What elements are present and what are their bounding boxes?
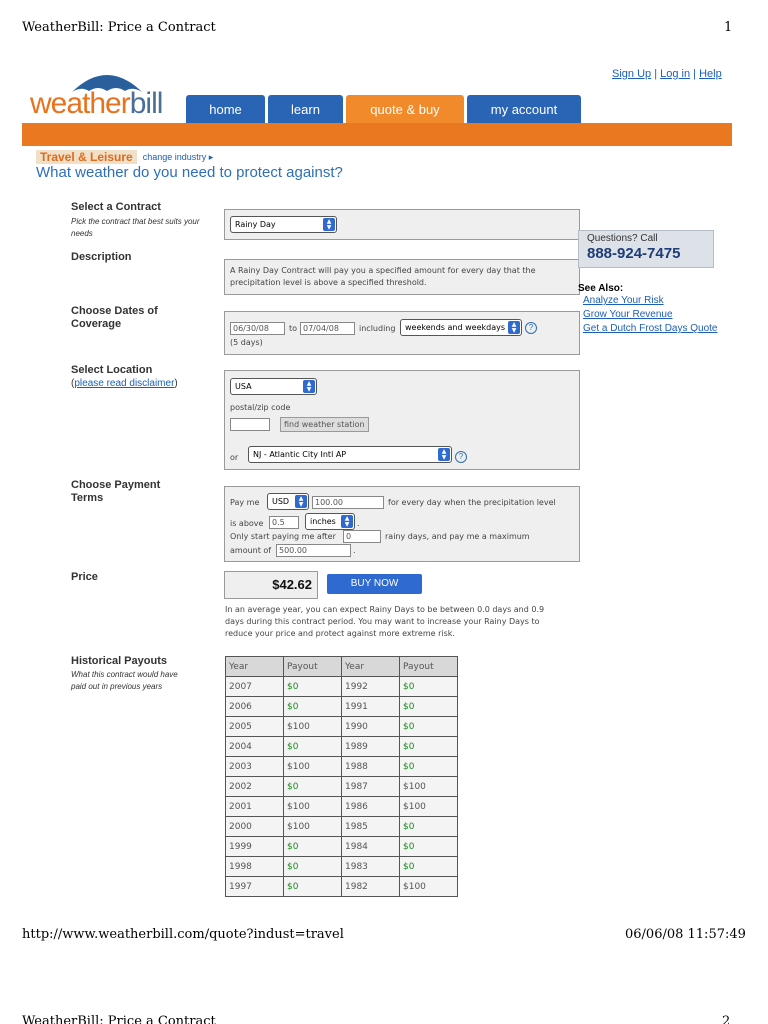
help-link[interactable]: Help: [699, 68, 722, 80]
select-arrows-icon: ▲ ▼: [323, 218, 335, 231]
table-header-row: [226, 657, 458, 677]
payout-cell: $0: [284, 677, 342, 697]
year-cell: 1989: [342, 737, 400, 757]
select-arrows-icon: ▲ ▼: [438, 448, 450, 461]
payout-cell: $0: [400, 837, 458, 857]
payout-cell: $0: [284, 737, 342, 757]
print-page-number: 1: [724, 20, 733, 35]
price-note: In an average year, you can expect Rainy Days to be between 0.0 days and 0.9 days during this contract period. You may want to increase your Rainy Days to reduce your price and protect against more extreme risk.: [225, 605, 545, 638]
tab-home[interactable]: home: [186, 95, 265, 123]
history-sublabel: What this contract would have paid out in previous years: [71, 670, 178, 691]
start-days-input[interactable]: 0: [343, 530, 381, 543]
print-header: WeatherBill: Price a Contract: [22, 20, 216, 35]
print-url: http://www.weatherbill.com/quote?indust=travel: [22, 927, 344, 942]
payout-cell: $100: [284, 757, 342, 777]
tab-learn[interactable]: learn: [268, 95, 343, 123]
column-header: Year: [342, 657, 400, 677]
price-value: $42.62: [272, 577, 312, 592]
print-header-page2: WeatherBill: Price a Contract: [22, 1014, 216, 1024]
location-label: Select Location: [71, 364, 153, 376]
change-industry-link[interactable]: change industry ▸: [142, 151, 214, 162]
contract-select[interactable]: Rainy Day ▲ ▼: [230, 216, 337, 233]
year-cell: 1988: [342, 757, 400, 777]
contract-box: [224, 209, 580, 240]
year-cell: 2002: [226, 777, 284, 797]
contract-label: Select a Contract: [71, 201, 161, 213]
dates-box: [224, 311, 580, 355]
year-cell: 1985: [342, 817, 400, 837]
amount-of-label: amount of: [230, 546, 272, 555]
payout-cell: $100: [284, 717, 342, 737]
is-above-label: is above: [230, 519, 264, 528]
buy-now-button[interactable]: BUY NOW: [327, 574, 422, 594]
or-label: or: [230, 453, 239, 462]
help-icon[interactable]: ?: [525, 322, 537, 334]
grow-revenue-link[interactable]: Grow Your Revenue: [583, 309, 673, 320]
column-header: Year: [226, 657, 284, 677]
threshold-input[interactable]: 0.5: [269, 516, 299, 529]
days-select[interactable]: weekends and weekdays ▲ ▼: [400, 319, 522, 336]
payout-cell: $0: [284, 857, 342, 877]
payout-cell: $0: [400, 817, 458, 837]
questions-callout: [578, 230, 714, 268]
start-after-label: Only start paying me after: [230, 532, 336, 541]
description-text: A Rainy Day Contract will pay you a specified amount for every day that the precipitation level is above a specified threshold.: [230, 266, 536, 287]
year-cell: 1987: [342, 777, 400, 797]
payout-cell: $0: [284, 877, 342, 897]
year-cell: 1991: [342, 697, 400, 717]
payout-cell: $0: [400, 757, 458, 777]
page-title: What weather do you need to protect against?: [36, 164, 343, 181]
payout-table-body: [226, 677, 458, 897]
station-select[interactable]: NJ - Atlantic City Intl AP ▲ ▼: [248, 446, 452, 463]
print-page-number-2: 2: [722, 1014, 731, 1024]
year-cell: 1983: [342, 857, 400, 877]
year-cell: 2004: [226, 737, 284, 757]
postal-input[interactable]: [230, 418, 270, 431]
period-text: .: [353, 546, 356, 555]
currency-select[interactable]: USD ▲ ▼: [267, 493, 309, 510]
logo-text-bill: bill: [129, 87, 163, 120]
payout-cell: $100: [400, 877, 458, 897]
dates-label: Choose Dates of Coverage: [71, 305, 158, 330]
payout-cell: $100: [284, 817, 342, 837]
questions-label: Questions? Call: [587, 233, 658, 244]
year-cell: 2007: [226, 677, 284, 697]
select-arrows-icon: ▲ ▼: [341, 515, 353, 528]
start-date-input[interactable]: 06/30/08: [230, 322, 285, 335]
year-cell: 2000: [226, 817, 284, 837]
payout-cell: $0: [284, 837, 342, 857]
column-header: Payout: [400, 657, 458, 677]
see-also-title: See Also:: [578, 283, 624, 294]
description-box: [224, 259, 580, 295]
tab-quote-buy[interactable]: quote & buy: [346, 95, 464, 123]
year-cell: 2005: [226, 717, 284, 737]
main-nav: [186, 95, 581, 123]
payout-cell: $0: [400, 857, 458, 877]
payout-cell: $100: [284, 797, 342, 817]
year-cell: 1984: [342, 837, 400, 857]
to-label: to: [289, 324, 298, 333]
triangle-right-icon: ▸: [208, 151, 214, 162]
nav-bar: [22, 123, 732, 146]
payment-box: [224, 486, 580, 562]
payout-cell: $0: [400, 737, 458, 757]
select-arrows-icon: ▲ ▼: [295, 495, 307, 508]
max-amount-input[interactable]: 500.00: [276, 544, 351, 557]
country-select[interactable]: USA ▲ ▼: [230, 378, 317, 395]
payment-label: Choose Payment Terms: [71, 479, 161, 504]
find-weather-station-button[interactable]: find weather station: [280, 417, 369, 432]
analyze-risk-link[interactable]: Analyze Your Risk: [583, 295, 664, 306]
link-separator: |: [693, 68, 697, 80]
payout-cell: $0: [284, 697, 342, 717]
location-box: [224, 370, 580, 470]
payout-cell: $100: [400, 797, 458, 817]
pay-me-label: Pay me: [230, 498, 260, 507]
column-header: Payout: [284, 657, 342, 677]
contract-sublabel: Pick the contract that best suits your needs: [71, 217, 200, 238]
disclaimer-link[interactable]: please read disclaimer: [74, 378, 175, 389]
payout-cell: $0: [400, 717, 458, 737]
history-label: Historical Payouts: [71, 655, 167, 667]
payout-cell: $0: [400, 677, 458, 697]
unit-select[interactable]: inches ▲ ▼: [305, 513, 355, 530]
login-link[interactable]: Log in: [660, 68, 691, 80]
payout-cell: $0: [400, 697, 458, 717]
year-cell: 1998: [226, 857, 284, 877]
max-text: rainy days, and pay me a maximum: [385, 532, 530, 541]
year-cell: 1999: [226, 837, 284, 857]
tab-my-account[interactable]: my account: [467, 95, 581, 123]
link-separator: |: [654, 68, 658, 80]
including-label: including: [359, 324, 396, 333]
phone-number: 888-924-7475: [587, 245, 681, 262]
table-row: [226, 697, 458, 717]
duration-text: (5 days): [230, 338, 263, 347]
breadcrumb: [36, 150, 213, 164]
amount-input[interactable]: 100.00: [312, 496, 384, 509]
year-cell: 2006: [226, 697, 284, 717]
price-label: Price: [71, 571, 98, 583]
payout-table: [225, 656, 458, 897]
table-row: [226, 877, 458, 897]
table-row: [226, 677, 458, 697]
table-row: [226, 837, 458, 857]
print-datetime: 06/06/08 11:57:49: [625, 927, 746, 942]
year-cell: 1982: [342, 877, 400, 897]
year-cell: 1992: [342, 677, 400, 697]
select-arrows-icon: ▲ ▼: [303, 380, 315, 393]
end-date-input[interactable]: 07/04/08: [300, 322, 355, 335]
select-arrows-icon: ▲ ▼: [508, 321, 520, 334]
period-text: .: [357, 519, 360, 528]
logo-text-weather: weather: [30, 87, 130, 120]
weatherbill-logo[interactable]: [30, 62, 190, 122]
dutch-frost-link[interactable]: Get a Dutch Frost Days Quote: [583, 323, 718, 334]
postal-label: postal/zip code: [230, 403, 291, 412]
table-row: [226, 797, 458, 817]
industry-label: Travel & Leisure: [36, 150, 137, 164]
year-cell: 2001: [226, 797, 284, 817]
price-box: [224, 571, 318, 599]
description-label: Description: [71, 251, 132, 263]
year-cell: 1997: [226, 877, 284, 897]
table-row: [226, 857, 458, 877]
payout-cell: $100: [400, 777, 458, 797]
per-day-text: for every day when the precipitation level: [388, 498, 556, 507]
table-row: [226, 717, 458, 737]
signup-link[interactable]: Sign Up: [612, 68, 652, 80]
table-row: [226, 817, 458, 837]
year-cell: 2003: [226, 757, 284, 777]
table-row: [226, 757, 458, 777]
help-icon[interactable]: ?: [455, 451, 467, 463]
year-cell: 1986: [342, 797, 400, 817]
table-row: [226, 777, 458, 797]
disclaimer: (please read disclaimer): [71, 378, 178, 389]
account-links: [612, 68, 722, 80]
payout-cell: $0: [284, 777, 342, 797]
see-also: [578, 283, 718, 336]
year-cell: 1990: [342, 717, 400, 737]
table-row: [226, 737, 458, 757]
